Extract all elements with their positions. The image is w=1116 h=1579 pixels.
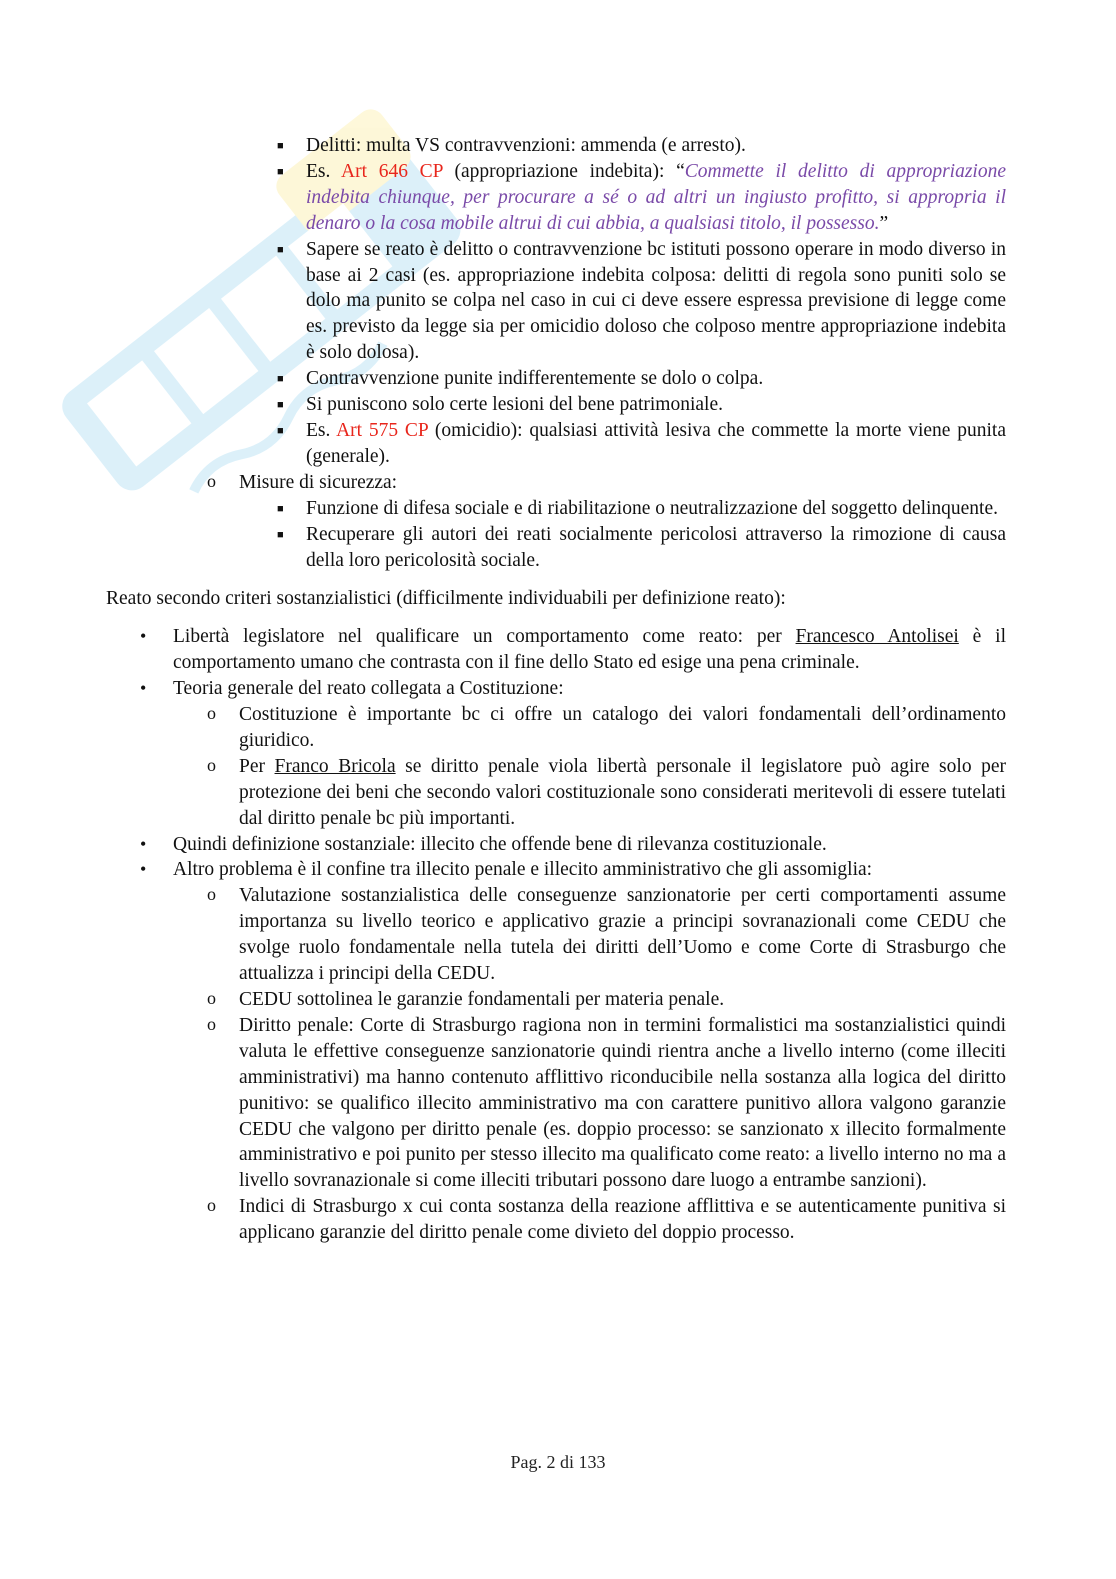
text-run: ” [879, 212, 889, 234]
text-run: Sapere se reato è delitto o contravvenzione bc istituti possono operare in modo diverso in base ai 2 casi (es. appropriazione indebita colposa: delitti di regola sono puniti solo se dolo ma punito se colpa nel caso in cui ci deve essere espressa previsione di legge come es. previsto da legge sia per omicidio doloso che colposo mentre appropriazione indebita è solo dolosa). [306, 238, 1006, 364]
text-run: se diritto penale viola libertà personale il legislatore può agire solo per protezione dei beni che secondo valori costituzionale sono considerati meritevoli di essere tutelati dal diritto penale bc più importanti. [239, 755, 1006, 829]
sanctions-list [106, 133, 1006, 573]
list-item [106, 832, 1006, 858]
author-name: Francesco Antolisei [795, 626, 959, 648]
bullet-marker: o [207, 470, 216, 491]
bullet-marker: o [207, 754, 216, 775]
text-run: Misure di sicurezza: [239, 471, 398, 493]
text-run: Libertà legislatore nel qualificare un comportamento come reato: per [173, 626, 796, 648]
text-run: Per [239, 755, 275, 777]
list-item [106, 857, 1006, 883]
bullet-marker: o [207, 1195, 216, 1216]
list-item [106, 496, 1006, 522]
bullet-marker: o [207, 1013, 216, 1034]
list-item [106, 392, 1006, 418]
list-item [106, 676, 1006, 702]
list-item [106, 133, 1006, 159]
bullet-marker: • [140, 626, 147, 647]
list-item [106, 159, 1006, 237]
text-run: CEDU sottolinea le garanzie fondamentali per materia penale. [239, 989, 725, 1010]
bullet-marker: o [207, 988, 216, 1008]
list-item [106, 1013, 1006, 1194]
bullet-marker: ■ [277, 165, 284, 178]
text-run: Teoria generale del reato collegata a Costituzione: [173, 678, 564, 700]
text-run: Valutazione sostanzialistica delle conseguenze sanzionatorie per certi comportamenti assume importanza su livello teorico e applicativo grazie a principi sovranazionali come CEDU che svolge ruolo fondamentale nella tutela dei diritti dell’Uomo e come Corte di Strasburgo che attualizza i principi della CEDU. [239, 885, 1006, 985]
text-run: Funzione di difesa sociale e di riabilitazione o neutralizzazione del soggetto delinquente. [306, 497, 999, 519]
bullet-marker: ■ [277, 243, 284, 256]
bullet-marker: ■ [277, 373, 284, 386]
list-item [106, 624, 1006, 676]
bullet-marker: o [207, 703, 216, 724]
text-run: Costituzione è importante bc ci offre un catalogo dei valori fondamentali dell’ordinamento giuridico. [239, 704, 1006, 751]
text-run: Si puniscono solo certe lesioni del bene patrimoniale. [306, 394, 723, 416]
article-reference: Art 646 CP [341, 160, 443, 182]
bullet-marker: • [140, 833, 147, 854]
substantive-criteria-list [106, 624, 1006, 1246]
page-number: Pag. 2 di 133 [510, 1452, 606, 1472]
bullet-marker: ■ [277, 424, 284, 437]
list-item [106, 366, 1006, 392]
list-item [106, 883, 1006, 987]
bullet-marker: ■ [277, 140, 284, 152]
notes-body [106, 133, 1006, 1246]
text-run: (appropriazione indebita): “ [442, 160, 685, 182]
text-run: Es. [306, 160, 342, 182]
author-name: Franco Bricola [274, 755, 396, 777]
list-item [106, 522, 1006, 574]
list-item [106, 987, 1006, 1013]
bullet-marker: • [140, 859, 147, 880]
text-run: Recuperare gli autori dei reati socialmente pericolosi attraverso la rimozione di causa della loro pericolosità sociale. [306, 523, 1006, 571]
bullet-marker: ■ [277, 528, 284, 541]
list-item [106, 237, 1006, 367]
list-item [106, 1194, 1006, 1246]
list-item [106, 754, 1006, 832]
legal-quote: Commette il delitto di appropriazione indebita chiunque, per procurare a sé o ad altri un ingiusto profitto, si appropria il denaro o la cosa mobile altrui di cui abbia, a qualsiasi titolo, il possesso. [306, 160, 1006, 234]
text-run: Quindi definizione sostanziale: illecito che offende bene di rilevanza costituzionale. [173, 833, 827, 855]
bullet-marker: ■ [277, 399, 284, 412]
list-item [106, 702, 1006, 754]
list-item [106, 418, 1006, 470]
text-run: Indici di Strasburgo x cui conta sostanza della reazione afflittiva e se autenticamente punitiva si applicano garanzie del diritto penale come divieto del doppio processo. [239, 1196, 1006, 1244]
text-run: (omicidio): qualsiasi attività lesiva che commette la morte viene punita (generale). [306, 419, 1006, 467]
text-run: Contravvenzione punite indifferentemente se dolo o colpa. [306, 368, 764, 390]
bullet-marker: ■ [277, 502, 284, 515]
section-paragraph: Reato secondo criteri sostanzialistici (difficilmente individuabili per definizione reato): [106, 588, 786, 610]
list-item [106, 470, 1006, 496]
text-run: è il comportamento umano che contrasta con il fine dello Stato ed esige una pena criminale. [173, 626, 1006, 674]
bullet-marker: o [207, 884, 216, 905]
bullet-marker: • [140, 678, 147, 699]
text-run: Es. [306, 419, 337, 441]
text-run: Altro problema è il confine tra illecito penale e illecito amministrativo che gli assomiglia: [173, 859, 873, 881]
text-run: Diritto penale: Corte di Strasburgo ragiona non in termini formalistici ma sostanzialistici quindi valuta le effettive conseguenze sanzionatorie quindi rientra anche a livello interno (come illeciti amministrativi) ma hanno contenuto afflittivo riconducibile nella sostanza alla logica del diritto punitivo: se qualifico illecito amministrativo ma con carattere punitivo allora valgono garanzie CEDU che valgono per diritto penale (es. doppio processo: se sanzionato x illecito formalmente amministrativo e poi punito per stesso illecito ma qualificato come reato: a livello interno no ma a livello sovranazionale si come illeciti tributari possono dare luogo a entrambe sanzioni). [239, 1014, 1006, 1192]
text-run: Delitti: multa VS contravvenzioni: ammenda (e arresto). [306, 135, 746, 156]
article-reference: Art 575 CP [336, 419, 429, 441]
